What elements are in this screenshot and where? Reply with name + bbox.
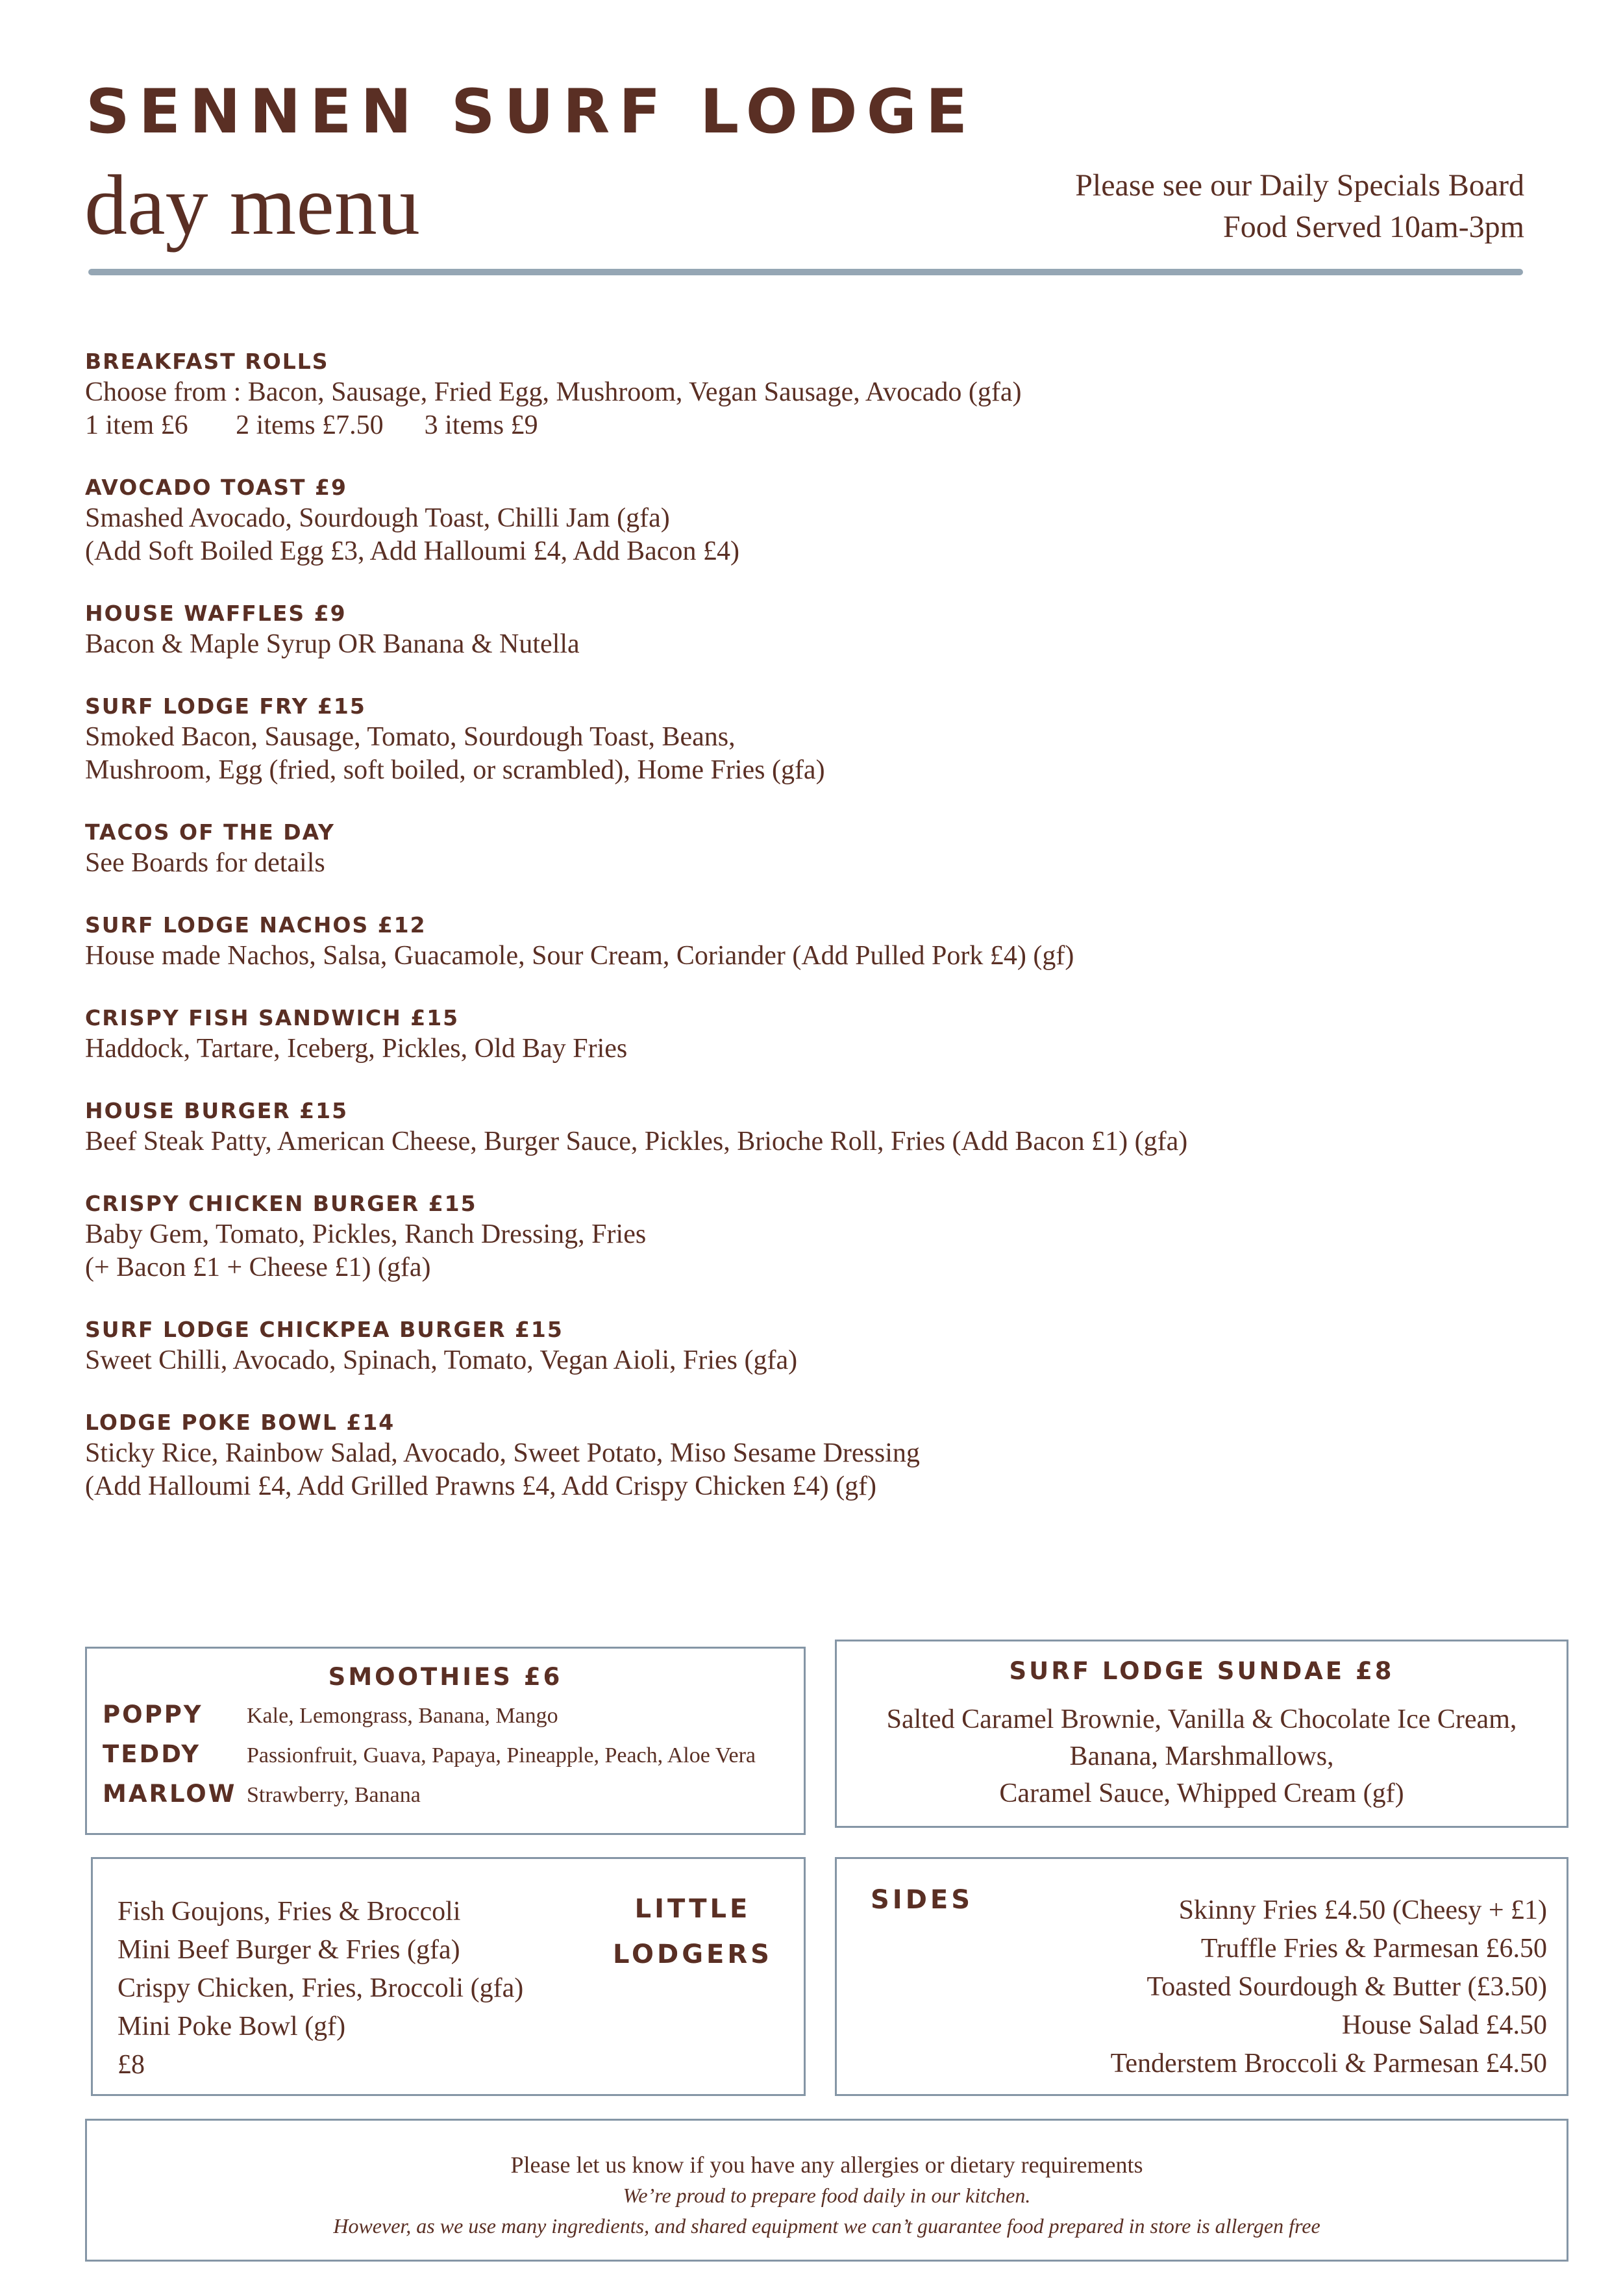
menu-item-description: Haddock, Tartare, Iceberg, Pickles, Old Bay Fries: [85, 1034, 628, 1064]
sundae-title: SURF LODGE SUNDAE £8: [1009, 1657, 1394, 1685]
menu-item-title: HOUSE WAFFLES £9: [85, 601, 347, 626]
little-lodgers-list: [118, 1893, 523, 2084]
side-item: Tenderstem Broccoli & Parmesan £4.50: [1110, 2049, 1547, 2078]
menu-item: [85, 599, 1448, 661]
menu-item: [85, 473, 1448, 568]
side-item: Toasted Sourdough & Butter (£3.50): [1146, 1972, 1547, 2002]
smoothie-name: POPPY: [103, 1701, 203, 1728]
sundae-line: Salted Caramel Brownie, Vanilla & Chocolate Ice Cream,: [886, 1704, 1517, 1734]
sides-list: [1111, 1891, 1547, 2083]
menu-item-description: Beef Steak Patty, American Cheese, Burger Sauce, Pickles, Brioche Roll, Fries (Add Bacon £1) (gfa): [85, 1127, 1188, 1156]
kids-item: Crispy Chicken, Fries, Broccoli (gfa): [118, 1973, 524, 2003]
smoothie-description: Passionfruit, Guava, Papaya, Pineapple, Peach, Aloe Vera: [247, 1743, 756, 1767]
menu-item-description: Smashed Avocado, Sourdough Toast, Chilli Jam (gfa): [85, 503, 670, 533]
smoothie-row: [103, 1740, 756, 1768]
sundae-box: [835, 1640, 1568, 1828]
smoothie-description: Strawberry, Banana: [247, 1783, 421, 1807]
sides-title: SIDES: [871, 1885, 974, 1915]
little-lodgers-title: [613, 1886, 773, 1977]
smoothie-name: TEDDY: [103, 1740, 201, 1768]
menu-item-extras: (Add Halloumi £4, Add Grilled Prawns £4, Add Crispy Chicken £4) (gf): [85, 1471, 877, 1501]
menu-item-extras: (+ Bacon £1 + Cheese £1) (gfa): [85, 1253, 431, 1282]
sundae-line: Banana, Marshmallows,: [1069, 1741, 1334, 1771]
menu-item: [85, 692, 1448, 787]
allergy-text: [87, 2149, 1567, 2241]
smoothies-box: [85, 1647, 806, 1835]
specials-board-line: Please see our Daily Specials Board: [1075, 168, 1524, 203]
menu-item: [85, 1316, 1448, 1377]
menu-item-description: Smoked Bacon, Sausage, Tomato, Sourdough Toast, Beans,: [85, 722, 736, 752]
menu-item-title: SURF LODGE CHICKPEA BURGER £15: [85, 1317, 564, 1342]
menu-item-extras: (Add Soft Boiled Egg £3, Add Halloumi £4, Add Bacon £4): [85, 536, 739, 566]
header-divider: [88, 269, 1523, 275]
allergy-line: Please let us know if you have any allergies or dietary requirements: [510, 2152, 1143, 2178]
menu-item-description: Bacon & Maple Syrup OR Banana & Nutella: [85, 629, 580, 659]
menu-item: [85, 1408, 1448, 1503]
menu-item: [85, 347, 1448, 442]
smoothie-description: Kale, Lemongrass, Banana, Mango: [247, 1704, 558, 1728]
menu-item: [85, 1004, 1448, 1066]
smoothies-title: SMOOTHIES £6: [328, 1663, 563, 1691]
little-lodgers-title-line2: LODGERS: [612, 1940, 773, 1969]
menu-item: [85, 818, 1448, 880]
side-item: Skinny Fries £4.50 (Cheesy + £1): [1178, 1895, 1547, 1925]
kids-price: £8: [118, 2050, 145, 2080]
sundae-description: [837, 1701, 1567, 1812]
kids-item: Fish Goujons, Fries & Broccoli: [118, 1897, 461, 1927]
side-item: House Salad £4.50: [1341, 2010, 1547, 2040]
menu-items-list: [85, 347, 1448, 1534]
menu-item-title: BREAKFAST ROLLS: [85, 349, 329, 374]
menu-item-description: House made Nachos, Salsa, Guacamole, Sour Cream, Coriander (Add Pulled Pork £4) (gf): [85, 941, 1074, 971]
menu-subtitle: day menu: [84, 157, 420, 253]
menu-item-description: Mushroom, Egg (fried, soft boiled, or scrambled), Home Fries (gfa): [85, 755, 825, 785]
menu-item-title: TACOS OF THE DAY: [85, 819, 335, 845]
sundae-line: Caramel Sauce, Whipped Cream (gf): [999, 1778, 1404, 1808]
kids-item: Mini Beef Burger & Fries (gfa): [118, 1935, 460, 1965]
smoothie-name: MARLOW: [103, 1780, 237, 1808]
menu-item-title: CRISPY FISH SANDWICH £15: [85, 1005, 460, 1030]
food-served-hours: Food Served 10am-3pm: [1223, 210, 1524, 244]
menu-item: [85, 1190, 1448, 1284]
little-lodgers-box: [91, 1857, 806, 2096]
menu-item-description: See Boards for details: [85, 848, 325, 878]
menu-item-title: SURF LODGE NACHOS £12: [85, 912, 427, 938]
menu-item-description: Choose from : Bacon, Sausage, Fried Egg, Mushroom, Vegan Sausage, Avocado (gfa): [85, 377, 1022, 407]
kids-item: Mini Poke Bowl (gf): [118, 2012, 346, 2041]
allergy-italic-line: We’re proud to prepare food daily in our kitchen.: [623, 2184, 1031, 2207]
little-lodgers-title-line1: LITTLE: [634, 1894, 751, 1924]
allergy-italic-line: However, as we use many ingredients, and shared equipment we can’t guarantee food prepared in store is allergen free: [333, 2214, 1320, 2238]
menu-item-title: AVOCADO TOAST £9: [85, 475, 347, 500]
allergy-notice: [85, 2119, 1568, 2262]
menu-item-title: SURF LODGE FRY £15: [85, 693, 366, 719]
menu-item-description: Sticky Rice, Rainbow Salad, Avocado, Sweet Potato, Miso Sesame Dressing: [85, 1438, 920, 1468]
menu-item-description: Sweet Chilli, Avocado, Spinach, Tomato, Vegan Aioli, Fries (gfa): [85, 1345, 798, 1375]
restaurant-name: SENNEN SURF LODGE: [86, 77, 977, 147]
smoothie-row: [103, 1701, 558, 1728]
sides-box: [835, 1857, 1568, 2096]
menu-item: [85, 911, 1448, 973]
side-item: Truffle Fries & Parmesan £6.50: [1200, 1934, 1547, 1964]
specials-note: [1075, 165, 1524, 248]
smoothie-row: [103, 1780, 421, 1808]
menu-item: [85, 1097, 1448, 1158]
menu-item-prices: 1 item £6 2 items £7.50 3 items £9: [85, 410, 538, 440]
menu-item-title: CRISPY CHICKEN BURGER £15: [85, 1191, 477, 1216]
menu-item-title: HOUSE BURGER £15: [85, 1098, 349, 1123]
menu-item-description: Baby Gem, Tomato, Pickles, Ranch Dressing, Fries: [85, 1219, 647, 1249]
menu-item-title: LODGE POKE BOWL £14: [85, 1410, 395, 1435]
